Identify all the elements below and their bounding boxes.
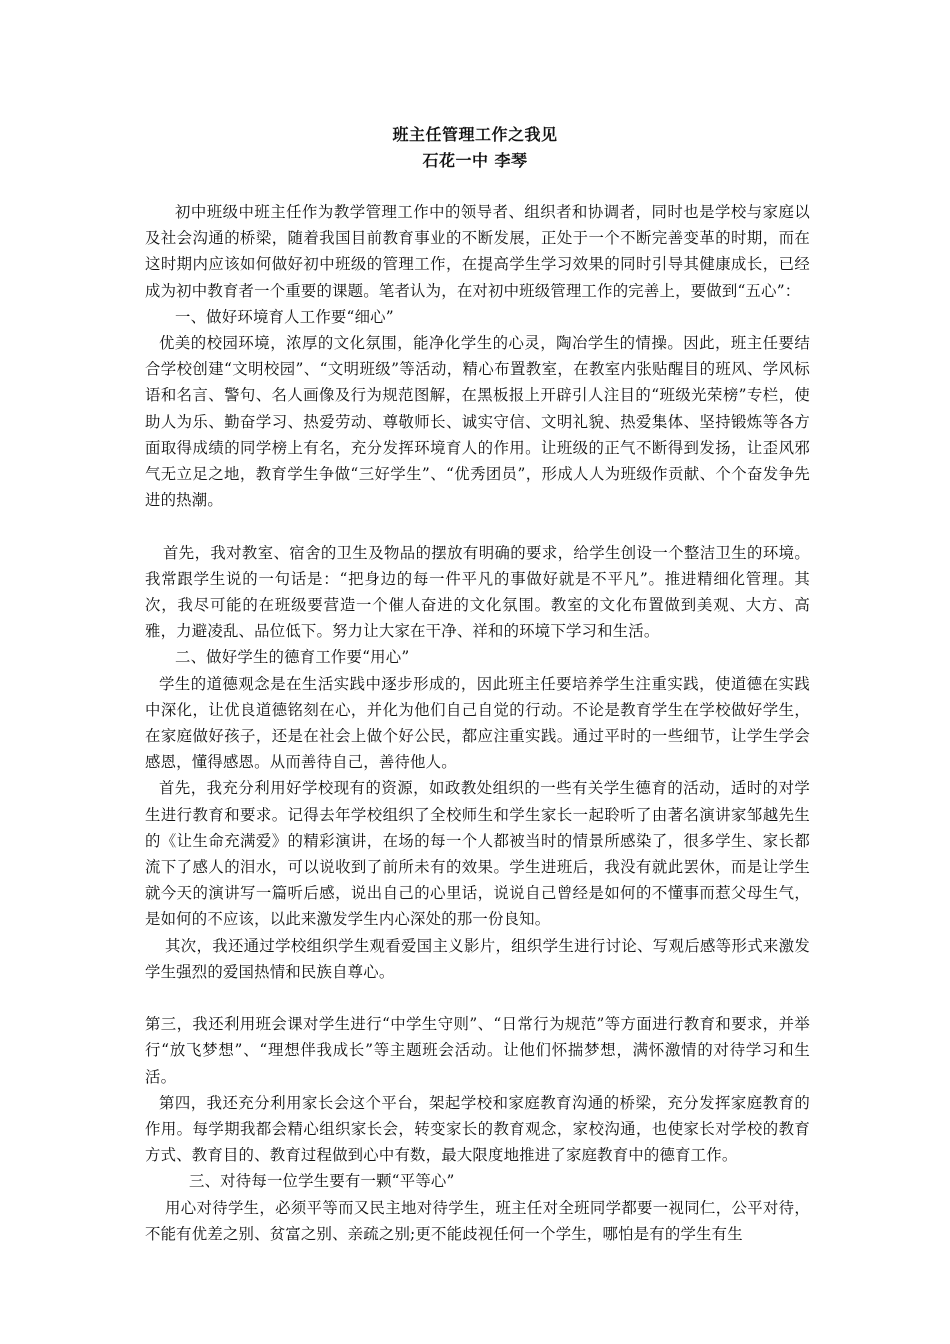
paragraph: 第三，我还利用班会课对学生进行“中学生守则”、“日常行为规范”等方面进行教育和要求，并举行“放飞梦想”、“理想伴我成长”等主题班会活动。让他们怀揣梦想，满怀激情的对待学习和生活。	[145, 1015, 810, 1086]
paragraph: 其次，我还通过学校组织学生观看爱国主义影片，组织学生进行讨论、写观后感等形式来激发学生强烈的爱国热情和民族自尊心。	[145, 936, 810, 981]
blank-line	[145, 513, 810, 539]
paragraph: 第四，我还充分利用家长会这个平台，架起学校和家庭教育沟通的桥梁，充分发挥家庭教育的作用。每学期我都会精心组织家长会，转变家长的教育观念，家校沟通，也使家长对学校的教育方式、教育目的、教育过程做到心中有数，最大限度地推进了家庭教育中的德育工作。	[145, 1093, 810, 1165]
paragraph: 首先，我对教室、宿舍的卫生及物品的摆放有明确的要求，给学生创设一个整洁卫生的环境。我常跟学生说的一句话是：“把身边的每一件平凡的事做好就是不平凡”。推进精细化管理。其次，我尽可能的在班级要营造一个催人奋进的文化氛围。教室的文化布置做到美观、大方、高雅，力避凌乱、品位低下。努力让大家在干净、祥和的环境下学习和生活。	[145, 543, 810, 641]
section-heading-2: 二、做好学生的德育工作要“用心”	[175, 648, 410, 667]
paragraph: 首先，我充分利用好学校现有的资源，如政教处组织的一些有关学生德育的活动，适时的对学生进行教育和要求。记得去年学校组织了全校师生和学生家长一起聆听了由著名演讲家邹越先生的《让生命充满爱》的精彩演讲，在场的每一个人都被当时的情景所感染了，很多学生、家长都流下了感人的泪水，可以说收到了前所未有的效果。学生进班后，我没有就此罢休，而是让学生就今天的演讲写一篇听后感，说出自己的心里话，说说自己曾经是如何的不懂事而惹父母生气，是如何的不应该，以此来激发学生内心深处的那一份良知。	[145, 779, 810, 929]
paragraph: 学生的道德观念是在生活实践中逐步形成的，因此班主任要培养学生注重实践，使道德在实践中深化，让优良道德铭刻在心，并化为他们自己自觉的行动。不论是教育学生在学校做好学生，在家庭做好孩子，还是在社会上做个好公民，都应注重实践。通过平时的一些细节，让学生学会感恩，懂得感恩。从而善待自己，善待他人。	[145, 674, 810, 772]
document-body	[145, 199, 810, 1247]
document-title: 班主任管理工作之我见	[392, 125, 558, 144]
paragraph-intro: 初中班级中班主任作为教学管理工作中的领导者、组织者和协调者，同时也是学校与家庭以及社会沟通的桥梁，随着我国目前教育事业的不断发展，正处于一个不断完善变革的时期，而在这时期内应该如何做好初中班级的管理工作，在提高学生学习效果的同时引导其健康成长，已经成为初中教育者一个重要的课题。笔者认为，在对初中班级管理工作的完善上，要做到“五心”：	[145, 203, 810, 300]
section-heading-3: 三、对待每一位学生要有一颗“平等心”	[189, 1172, 455, 1191]
document-author: 石花一中 李琴	[422, 151, 528, 170]
paragraph: 用心对待学生，必须平等而又民主地对待学生，班主任对全班同学都要一视同仁，公平对待，不能有优差之别、贫富之别、亲疏之别;更不能歧视任何一个学生，哪怕是有的学生有生	[145, 1198, 810, 1243]
paragraph: 优美的校园环境，浓厚的文化氛围，能净化学生的心灵，陶冶学生的情操。因此，班主任要结合学校创建“文明校园”、“文明班级”等活动，精心布置教室，在教室内张贴醒目的班风、学风标语和名言、警句、名人画像及行为规范图解，在黑板报上开辟引人注目的“班级光荣榜”专栏，使助人为乐、勤奋学习、热爱劳动、尊敬师长、诚实守信、文明礼貌、热爱集体、坚持锻炼等各方面取得成绩的同学榜上有名，充分发挥环境育人的作用。让班级的正气不断得到发扬，让歪风邪气无立足之地，教育学生争做“三好学生”、“优秀团员”，形成人人为班级作贡献、个个奋发争先进的热潮。	[145, 334, 810, 510]
blank-line	[145, 985, 810, 1011]
section-heading-1: 一、做好环境育人工作要“细心”	[175, 307, 394, 326]
title-block	[0, 122, 950, 174]
